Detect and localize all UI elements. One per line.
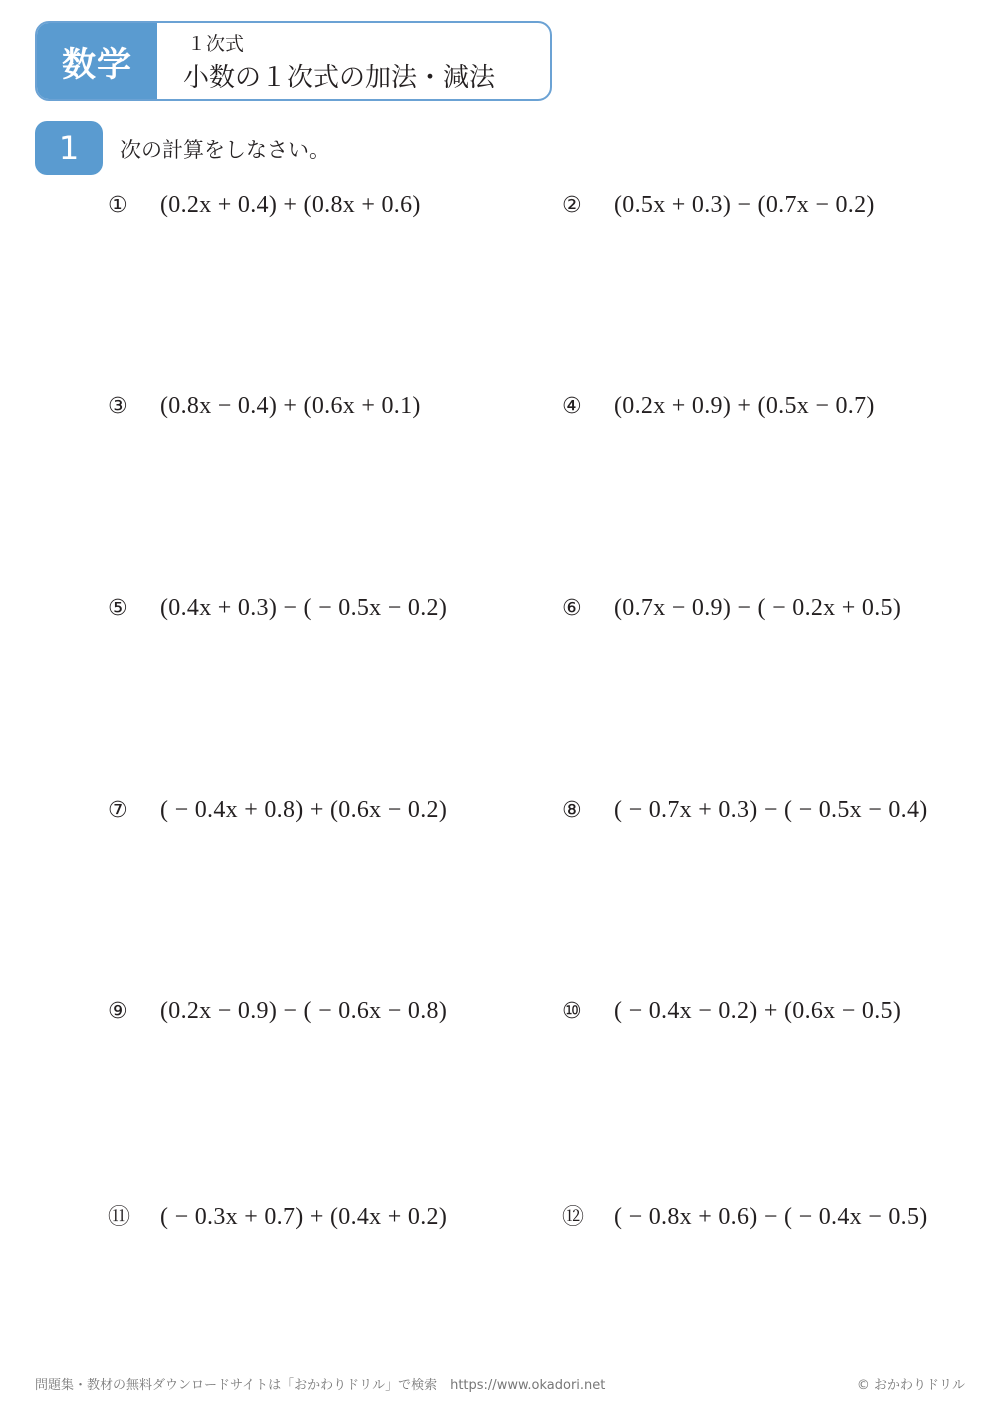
problem-expression: (0.2x + 0.9) + (0.5x − 0.7)	[614, 393, 875, 419]
problem-expression: (0.2x − 0.9) − ( − 0.6x − 0.8)	[160, 998, 448, 1024]
problem-expression: (0.4x + 0.3) − ( − 0.5x − 0.2)	[160, 595, 448, 621]
problem-8	[562, 797, 928, 824]
problem-9	[108, 998, 447, 1025]
problem-7	[108, 797, 447, 824]
problem-expression: ( − 0.8x + 0.6) − ( − 0.4x − 0.5)	[614, 1204, 928, 1230]
problem-1	[108, 192, 421, 219]
problem-number: ⑧	[562, 798, 582, 823]
problem-number: ③	[108, 394, 128, 419]
problem-4	[562, 393, 875, 420]
footer-site-text: 問題集・教材の無料ダウンロードサイトは「おかわりドリル」で検索 https://www.okadori.net	[35, 1378, 606, 1393]
problem-number: ②	[562, 193, 582, 218]
problem-number: ⑫	[562, 1205, 585, 1230]
problem-number: ⑨	[108, 999, 128, 1024]
problem-3	[108, 393, 421, 420]
question-number-badge: 1	[35, 121, 103, 175]
problem-number: ⑤	[108, 596, 128, 621]
problem-expression: (0.5x + 0.3) − (0.7x − 0.2)	[614, 192, 875, 218]
problem-number: ⑩	[562, 999, 582, 1024]
problem-number: ④	[562, 394, 582, 419]
problem-expression: ( − 0.3x + 0.7) + (0.4x + 0.2)	[160, 1204, 448, 1230]
problem-expression: (0.8x − 0.4) + (0.6x + 0.1)	[160, 393, 421, 419]
problem-number: ①	[108, 193, 128, 218]
problem-12	[562, 1200, 928, 1231]
problem-5	[108, 595, 447, 622]
subject-badge: 数学	[37, 23, 157, 99]
problem-expression: ( − 0.7x + 0.3) − ( − 0.5x − 0.4)	[614, 797, 928, 823]
problem-expression: ( − 0.4x − 0.2) + (0.6x − 0.5)	[614, 998, 902, 1024]
problem-number: ⑥	[562, 596, 582, 621]
footer-copyright: © おかわりドリル	[856, 1378, 965, 1393]
problem-2	[562, 192, 875, 219]
problem-10	[562, 998, 901, 1025]
page-title: 小数の１次式の加法・減法	[183, 63, 496, 93]
problem-expression: (0.7x − 0.9) − ( − 0.2x + 0.5)	[614, 595, 902, 621]
problem-number: ⑦	[108, 798, 128, 823]
problem-number: ⑪	[108, 1205, 131, 1230]
problem-expression: ( − 0.4x + 0.8) + (0.6x − 0.2)	[160, 797, 448, 823]
chapter-label: １次式	[187, 33, 245, 55]
problem-expression: (0.2x + 0.4) + (0.8x + 0.6)	[160, 192, 421, 218]
problem-6	[562, 595, 901, 622]
instruction-text: 次の計算をしなさい。	[120, 138, 330, 162]
header-box	[35, 21, 552, 101]
problem-11	[108, 1200, 447, 1231]
